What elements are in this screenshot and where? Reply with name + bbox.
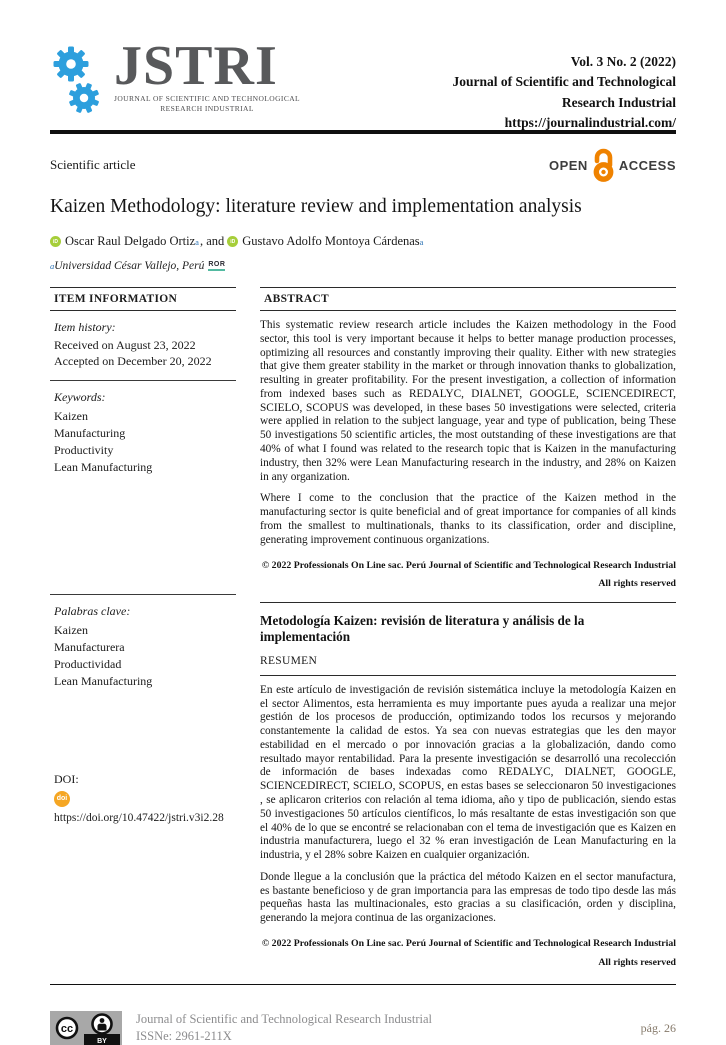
item-history-label: Item history: [54,320,116,334]
authors-line: iD Oscar Raul Delgado Ortiz a , and iD Gustavo Adolfo Montoya Cárdenas a [50,234,676,249]
resumen-paragraph: En este artículo de investigación de revisión sistemática incluye la metodología Kaizen en el sector Alimentos, esta herramienta es muy importante pues ayuda a realizar una mejor gestión de los procesos de producción, optimizando todos los recursos y mejorando constantemente la calidad de estos. Ya sea con nuevas estrategias que les den mayor estabilidad en el mercado o por innovación gracias a la globalización, dando como resultado mayor rentabilidad. Para la presente investigación se desarrolló una recolección de información de bases indexadas como REDALYC, DIALNET, GOOGLE, SCIENCEDIRECT, SCIELO, SCOPUS, en estas bases se seleccionaron 50 investigaciones , se aplicaron criterios con relación al tema idioma, año y tipo de publicación, siendo estas 50 investigaciones 50 artículos científicos, lo más resaltante de estas investigación son que el 40% de lo que se encontré se relacionaban con el tema de investigación que es Kaizen en industria manufacturera, luego el 32 % eran investigación de Lean Manufacturing en la industria, y el 28% sobre Kaizen en cualquier organización. [260,683,676,862]
keyword-item: Productivity [54,442,114,457]
resumen-heading: RESUMEN [260,654,318,667]
keyword-item: Manufacturing [54,425,126,440]
journal-logo-text [114,35,301,114]
doi-icon[interactable]: doi [54,791,70,807]
keyword-item: Lean Manufacturing [54,459,153,474]
article-type-label: Scientific article [50,157,136,172]
issue-journal-line2: Research Industrial [561,94,676,110]
type-row [50,146,676,184]
doi-link[interactable]: https://doi.org/10.47422/jstri.v3i2.28 [54,811,224,824]
copyright-notice [260,557,676,594]
article-title: Kaizen Methodology: literature review and implementation analysis [50,196,582,217]
resumen-top-divider [260,602,676,603]
abstract-paragraph: This systematic review research article includes the Kaizen methodology in the Food sector, this tool is very important because it helps to better manage production processes, optimizing all resources and constantly improving their quality. Either with new strategies that give them greater stability in the market or through innovation thanks to globalization, resulting in greater profitability. For the present investigation, a collection of information from indexed bases such as REDALYC, DIALNET, GOOGLE, SCIENCEDIRECT, SCIELO, SCOPUS was developed, in these bases 50 investigations were selected, criteria were applied in relation to the subject language, year and type of publication, being These 50 investigations 50 scientific articles, the most outstanding of these investigations are that 40% of what I found was related to the research topic that is Kaizen in the manufacturing industry, then 32% were Lean Manufacturing research in the industry, and 28% on Kaizen in any organization. [260,319,676,483]
journal-masthead [50,35,676,130]
affiliation-line: a Universidad César Vallejo, Perú ROR [50,260,226,272]
palabra-item: Productividad [54,656,122,671]
palabra-item: Lean Manufacturing [54,673,153,688]
orcid-icon[interactable]: iD [227,236,238,247]
resumen-paragraph: Donde llegue a la conclusión que la práctica del método Kaizen en el sector manufactura, es bastante beneficioso y de gran importancia para las empresas de todo tipo desde las más pequeñas hasta las multinacionales, esto gracias a su clasificación, orden y disciplina, generando la mejora continua de las organizaciones. [260,870,676,925]
doi-label: DOI: [54,771,79,786]
abstract-heading: ABSTRACT [260,287,676,311]
spanish-title: Metodología Kaizen: revisión de literatura y análisis de la implementación [260,612,585,644]
ror-icon[interactable]: ROR [208,261,225,271]
rights-reserved-line: All rights reserved [598,956,676,968]
keywords-divider [50,380,236,381]
palabra-item: Manufacturera [54,639,125,654]
abstract-paragraph: Where I come to the conclusion that the practice of the Kaizen method in the manufacturing sector is quite beneficial and of great importance for companies of all kinds from the smallest to multinationals, thanks to its classification, order and discipline, generating improvement continuous organizations. [260,492,676,546]
doi-block [50,772,236,825]
received-date: Received on August 23, 2022 [54,338,196,352]
resumen-heading-divider [260,675,676,676]
orcid-icon[interactable]: iD [50,236,61,247]
accepted-date: Accepted on December 20, 2022 [54,353,212,368]
open-access-badge [549,147,676,183]
article-bottom-rule [50,984,676,985]
page-footer [50,1011,676,1045]
affiliation-text: Universidad César Vallejo, Perú [54,260,205,272]
keyword-item: Kaizen [54,408,88,423]
palabras-divider [50,594,236,595]
footer-journal-info [136,1011,432,1045]
footer-issn: ISSNe: 2961-211X [136,1029,232,1044]
abstract-column [260,287,676,972]
journal-tagline: JOURNAL OF SCIENTIFIC AND TECHNOLOGICAL RESEARCH INDUSTRIAL [114,94,301,114]
palabra-item: Kaizen [54,622,88,637]
journal-logo [50,35,301,122]
author-name: Oscar Raul Delgado Ortiz [65,234,196,248]
author-name: Gustavo Adolfo Montoya Cárdenas [242,234,420,248]
keywords-label: Keywords: [54,389,106,404]
cc-by-license-icon[interactable] [50,1011,122,1045]
gears-icon [50,42,108,122]
issue-info [452,52,676,133]
footer-journal-name: Journal of Scientific and Technological Research Industrial [136,1012,433,1027]
open-lock-icon [590,147,617,183]
svg-text:cc: cc [60,1023,74,1036]
article-body-columns [50,287,676,972]
open-access-open-label: OPEN [548,157,588,173]
issue-volume: Vol. 3 No. 2 (2022) [570,54,676,69]
rights-reserved-line: All rights reserved [598,578,676,590]
open-access-access-label: ACCESS [618,157,676,173]
journal-acronym: JSTRI [114,35,278,97]
copyright-line: © 2022 Professionals On Line sac. Perú Journal of Scientific and Technological Research Industrial [261,559,676,571]
issue-journal-line1: Journal of Scientific and Technological [452,74,676,90]
palabras-clave-label: Palabras clave: [54,603,131,618]
copyright-line: © 2022 Professionals On Line sac. Perú Journal of Scientific and Technological Research Industrial [261,938,676,949]
item-information-column [50,287,236,972]
journal-url-link[interactable]: https://journalindustrial.com/ [504,114,676,130]
svg-text:BY: BY [97,1038,107,1045]
page-number: pág. 26 [640,1020,676,1035]
item-information-heading: ITEM INFORMATION [50,287,236,311]
authors-separator: , and [199,234,225,248]
